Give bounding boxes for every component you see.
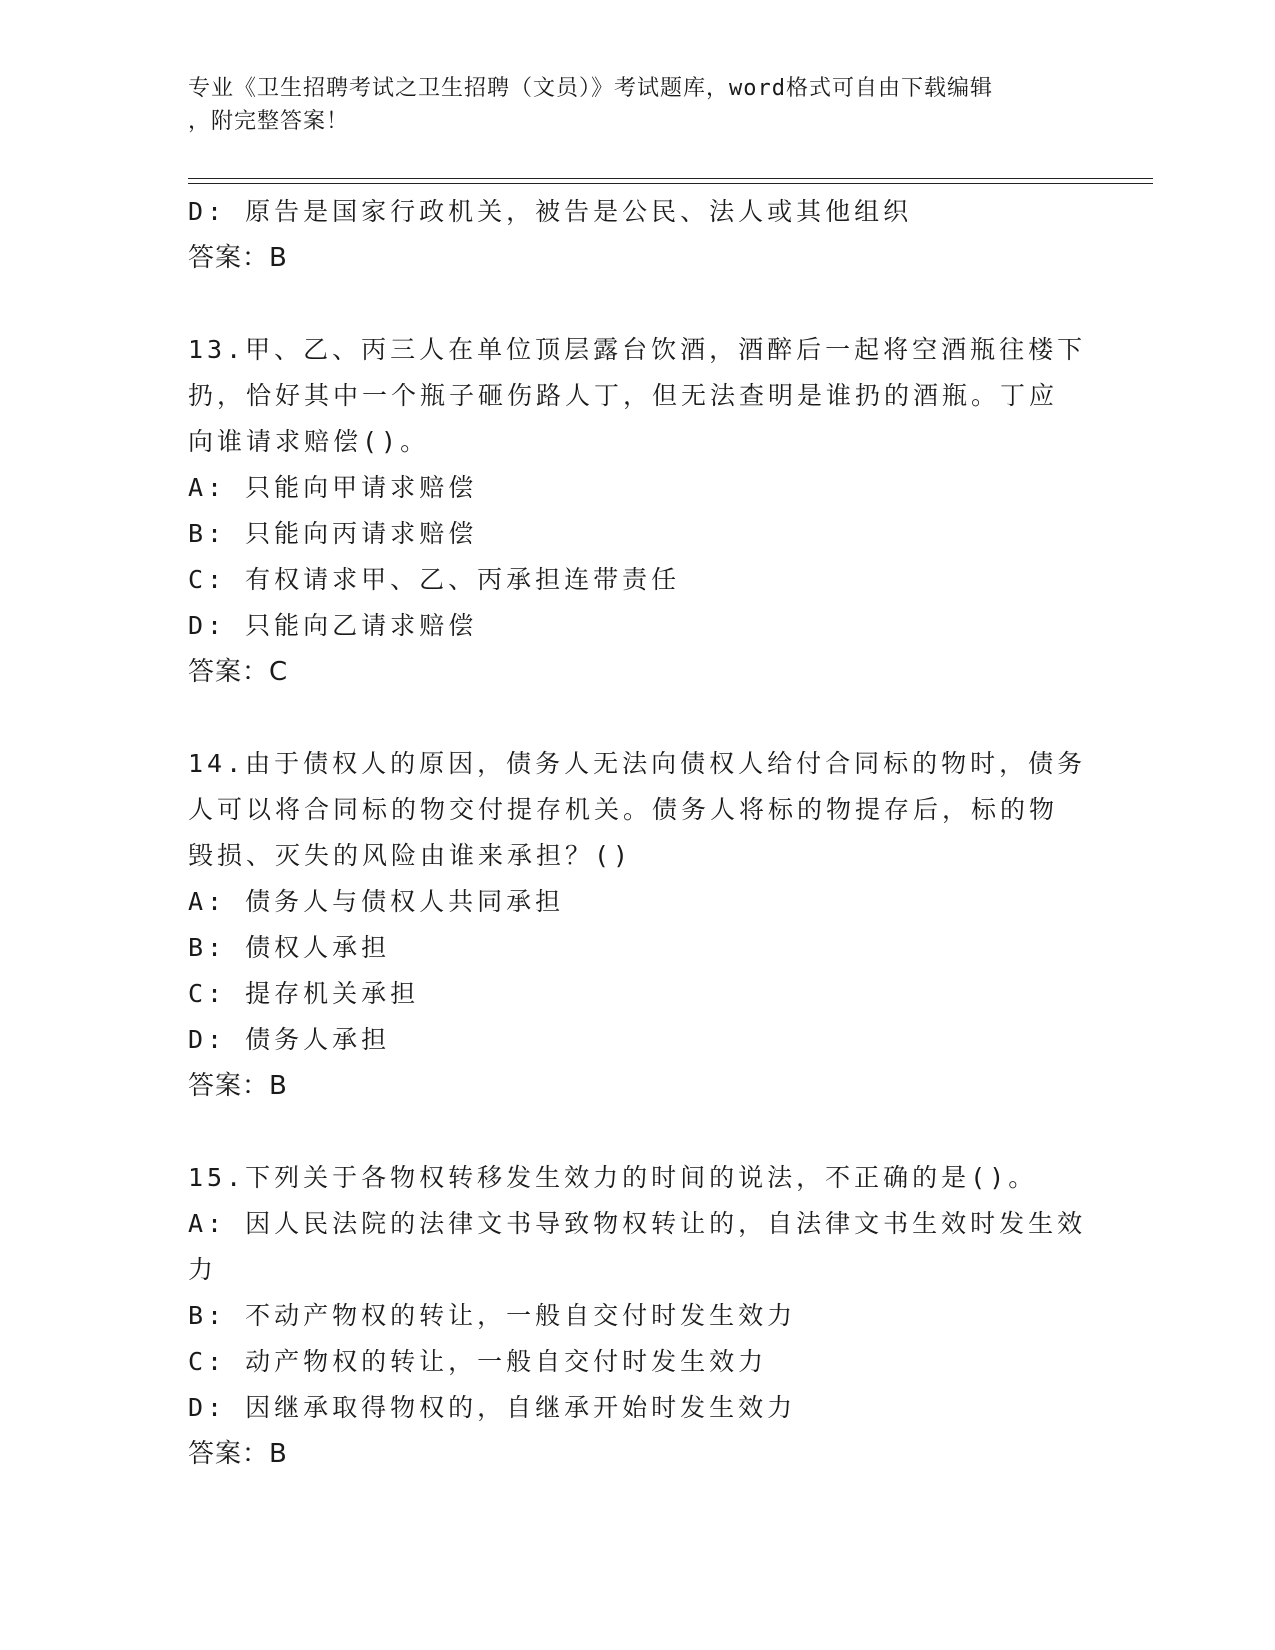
- question-stem-line: 15.下列关于各物权转移发生效力的时间的说法，不正确的是()。: [188, 1163, 1038, 1192]
- option-d: D: 债务人承担: [188, 1025, 391, 1054]
- question-13: [188, 327, 1088, 695]
- answer-line: 答案：C: [188, 657, 289, 687]
- question-stem-line: 13.甲、乙、丙三人在单位顶层露台饮酒，酒醉后一起将空酒瓶往楼下: [188, 335, 1087, 364]
- spacer: [188, 1109, 1088, 1155]
- question-stem-line: 14.由于债权人的原因，债务人无法向债权人给付合同标的物时，债务: [188, 749, 1087, 778]
- option-d: D: 只能向乙请求赔偿: [188, 611, 478, 640]
- option-a-continued: 力: [188, 1255, 218, 1284]
- question-stem-line: 扔，恰好其中一个瓶子砸伤路人丁，但无法查明是谁扔的酒瓶。丁应: [188, 381, 1059, 410]
- answer-line: 答案：B: [188, 1439, 288, 1469]
- carryover-question: [188, 189, 1088, 281]
- question-content: [188, 189, 1088, 1477]
- header-divider-bottom: [188, 183, 1153, 184]
- header-divider-top: [188, 178, 1153, 179]
- question-15: [188, 1155, 1088, 1477]
- header-line-1: 专业《卫生招聘考试之卫生招聘（文员）》考试题库，word格式可自由下载编辑: [188, 76, 993, 101]
- question-stem-line: 向谁请求赔偿()。: [188, 427, 430, 456]
- option-b: B: 只能向丙请求赔偿: [188, 519, 478, 548]
- question-stem-line: 毁损、灭失的风险由谁来承担？(): [188, 841, 633, 870]
- option-b: B: 债权人承担: [188, 933, 391, 962]
- question-stem-line: 人可以将合同标的物交付提存机关。债务人将标的物提存后，标的物: [188, 795, 1059, 824]
- option-a: A: 因人民法院的法律文书导致物权转让的，自法律文书生效时发生效: [188, 1209, 1087, 1238]
- spacer: [188, 695, 1088, 741]
- spacer: [188, 281, 1088, 327]
- option-d: D: 因继承取得物权的，自继承开始时发生效力: [188, 1393, 797, 1422]
- answer-line: 答案：B: [188, 243, 288, 273]
- option-c: C: 有权请求甲、乙、丙承担连带责任: [188, 565, 681, 594]
- option-a: A: 债务人与债权人共同承担: [188, 887, 565, 916]
- option-a: A: 只能向甲请求赔偿: [188, 473, 478, 502]
- option-d: D: 原告是国家行政机关，被告是公民、法人或其他组织: [188, 197, 913, 226]
- answer-line: 答案：B: [188, 1071, 288, 1101]
- header-line-2: ，附完整答案！: [188, 109, 350, 134]
- question-14: [188, 741, 1088, 1109]
- option-c: C: 提存机关承担: [188, 979, 420, 1008]
- document-header: [188, 72, 1088, 138]
- option-c: C: 动产物权的转让，一般自交付时发生效力: [188, 1347, 768, 1376]
- option-b: B: 不动产物权的转让，一般自交付时发生效力: [188, 1301, 797, 1330]
